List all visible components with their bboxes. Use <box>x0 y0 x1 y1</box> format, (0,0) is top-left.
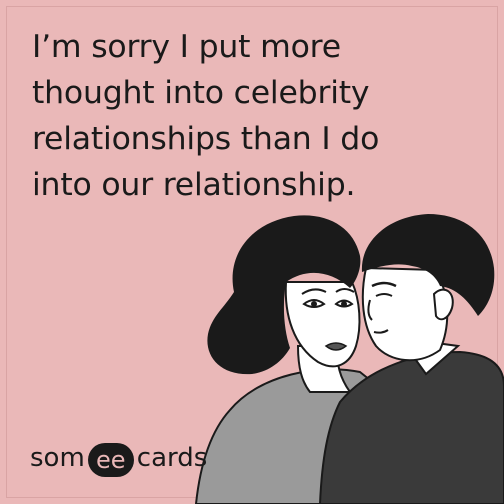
woman-face <box>286 282 360 366</box>
logo-suffix: cards <box>136 443 208 473</box>
message-line-4: into our relationship. <box>32 167 356 203</box>
couple-embrace-illustration <box>190 196 504 504</box>
message-line-1: I’m sorry I put more <box>32 29 341 65</box>
ecard-message <box>32 24 482 208</box>
message-line-3: relationships than I do <box>32 121 380 157</box>
woman-left-pupil <box>311 301 317 307</box>
someecards-logo <box>30 438 207 478</box>
logo-prefix: som <box>30 443 85 473</box>
man-ear <box>434 290 453 320</box>
man-face <box>363 268 447 360</box>
logo-badge: ee <box>88 443 134 477</box>
message-line-2: thought into celebrity <box>32 75 370 111</box>
woman-right-pupil <box>341 301 347 307</box>
